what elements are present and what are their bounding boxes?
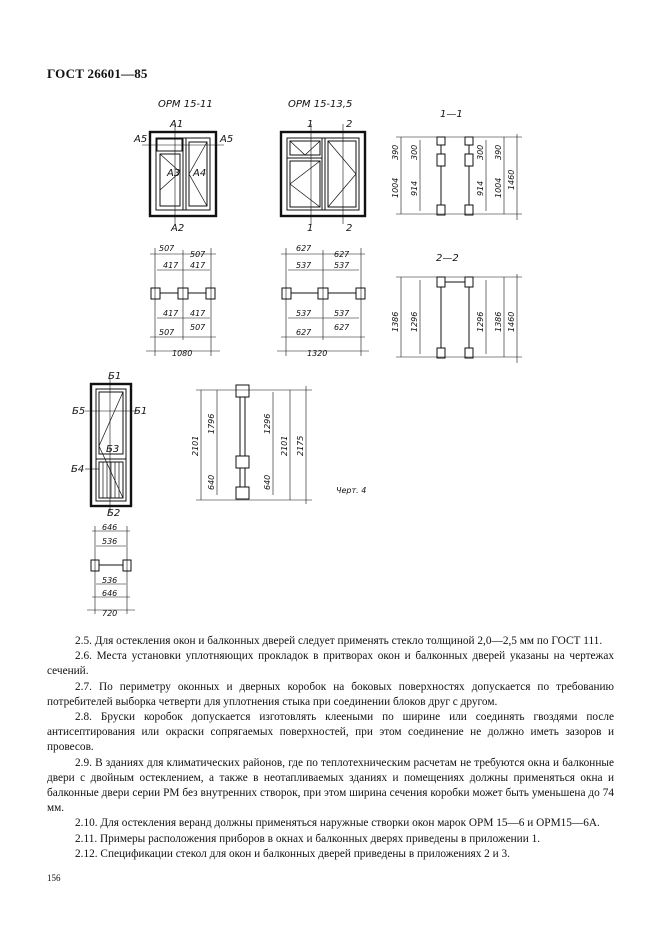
section11-title: 1—1 [440,109,463,120]
body-text [47,634,614,862]
label-2-top: 2 [346,119,353,130]
plan1-dim-1080: 1080 [172,349,193,358]
plan2-dim-537-d: 537 [334,309,350,318]
door-section [191,385,366,504]
label-a4: А4 [193,168,207,179]
plan2-dim-537-a: 537 [296,261,312,270]
door-plan-dim-646-top: 646 [102,523,118,532]
door-dim-1796: 1796 [207,413,216,434]
door-dim-1296: 1296 [263,413,272,434]
standard-header: ГОСТ 26601—85 [47,66,148,81]
plan1-dim-507-b: 507 [190,250,206,259]
page-number: 156 [47,873,61,883]
paragraph-2-8: 2.8. Бруски коробок допускается изготовлять клееными по ширине или соединять гвоздями после антисептирования или окраски сопрягаемых поверхностей, при этом соединение не должно иметь зазоров и провесов. [47,711,614,754]
door-plan-dim-646-bottom: 646 [102,589,118,598]
plan1-dim-417-d: 417 [190,309,206,318]
plan-window2 [277,244,369,358]
dim-300-left: 300 [410,144,419,160]
paragraph-2-12: 2.12. Спецификации стекол для окон и балконных дверей приведены в приложениях 2 и 3. [75,847,510,860]
plan2-dim-537-c: 537 [296,309,312,318]
balcony-door [71,371,147,519]
section22-title: 2—2 [436,253,459,264]
plan2-dim-1320: 1320 [307,349,328,358]
section-2-2 [391,253,522,363]
door-dim-2101-right: 2101 [280,435,289,456]
door-dim-640-left: 640 [207,474,216,490]
plan1-dim-507-a: 507 [159,244,175,253]
dim-300-right: 300 [476,144,485,160]
door-plan-dim-720: 720 [102,609,118,618]
door-label-b2: Б2 [107,508,121,519]
dim-1460: 1460 [507,169,516,190]
window-orm-15-11 [133,99,233,234]
door-dim-2175: 2175 [296,435,305,456]
plan2-dim-627-a: 627 [296,244,312,253]
plan2-dim-627-b: 627 [334,250,350,259]
plan1-dim-507-d: 507 [190,323,206,332]
plan2-dim-627-c: 627 [296,328,312,337]
paragraph-2-10: 2.10. Для остекления веранд должны применяться наружные створки окон марок ОРМ 15—6 и ОРМ15—6А. [75,817,600,830]
sec22-dim-1386-left: 1386 [391,311,400,332]
label-a5-left: А5 [134,134,148,145]
door-plan [87,523,135,618]
window1-title: ОРМ 15-11 [158,99,213,110]
dim-914-right: 914 [476,180,485,196]
sec22-dim-1386-right: 1386 [494,311,503,332]
door-dim-2101-left: 2101 [191,435,200,456]
plan1-dim-507-c: 507 [159,328,175,337]
dim-390-left: 390 [391,144,400,160]
label-a3: А3 [167,168,181,179]
sec22-dim-1460: 1460 [507,311,516,332]
section-1-1 [391,109,522,220]
door-label-b3: Б3 [106,444,120,455]
paragraph-2-11: 2.11. Примеры расположения приборов в окнах и балконных дверях приведены в приложении 1. [75,832,541,845]
sec22-dim-1296-right: 1296 [476,311,485,332]
label-a2: А2 [171,223,185,234]
dim-914-left: 914 [410,180,419,196]
plan2-dim-627-d: 627 [334,323,350,332]
plan1-dim-417-a: 417 [163,261,179,270]
window-orm-15-13-5 [281,99,365,234]
sec22-dim-1296-left: 1296 [410,311,419,332]
door-label-b5: Б5 [72,406,86,417]
plan-window1 [146,244,220,358]
label-a1: А1 [170,119,184,130]
figure-caption: Черт. 4 [336,486,367,495]
dim-1004-left: 1004 [391,177,400,198]
paragraph-2-5: 2.5. Для остекления окон и балконных дверей следует применять стекло толщиной 2,0—2,5 мм по ГОСТ 111. [75,635,603,647]
door-label-b1-top: Б1 [108,371,122,382]
dim-390-right: 390 [494,144,503,160]
window2-title: ОРМ 15-13,5 [288,99,353,110]
label-1-bottom: 1 [307,223,314,234]
label-2-bottom: 2 [346,223,353,234]
plan1-dim-417-c: 417 [163,309,179,318]
door-plan-dim-536-top: 536 [102,537,118,546]
paragraph-2-6: 2.6. Места установки уплотняющих прокладок в притворах окон и балконных дверей указаны на чертежах сечений. [47,650,614,678]
label-1-top: 1 [307,119,314,130]
plan1-dim-417-b: 417 [190,261,206,270]
door-label-b1-right: Б1 [134,406,148,417]
paragraph-2-7: 2.7. По периметру оконных и дверных коробок на боковых поверхностях допускается по требованию потребителей выборка четверти для уплотнения стыка при соединении блоков друг с другом. [47,680,614,708]
label-a5-right: А5 [220,134,234,145]
door-label-b4: Б4 [71,464,85,475]
door-dim-640-right: 640 [263,474,272,490]
dim-1004-right: 1004 [494,177,503,198]
door-plan-dim-536-bottom: 536 [102,576,118,585]
paragraph-2-9: 2.9. В зданиях для климатических районов, где по теплотехническим расчетам не требуются окна и балконные двери с двойным остеклением, а также в неотапливаемых зданиях и помещениях должны применяться окна и балконные двери серии РМ без внутренних створок, при этом ширина сечения коробки может быть уменьшена до 74 мм. [47,756,614,815]
plan2-dim-537-b: 537 [334,261,350,270]
